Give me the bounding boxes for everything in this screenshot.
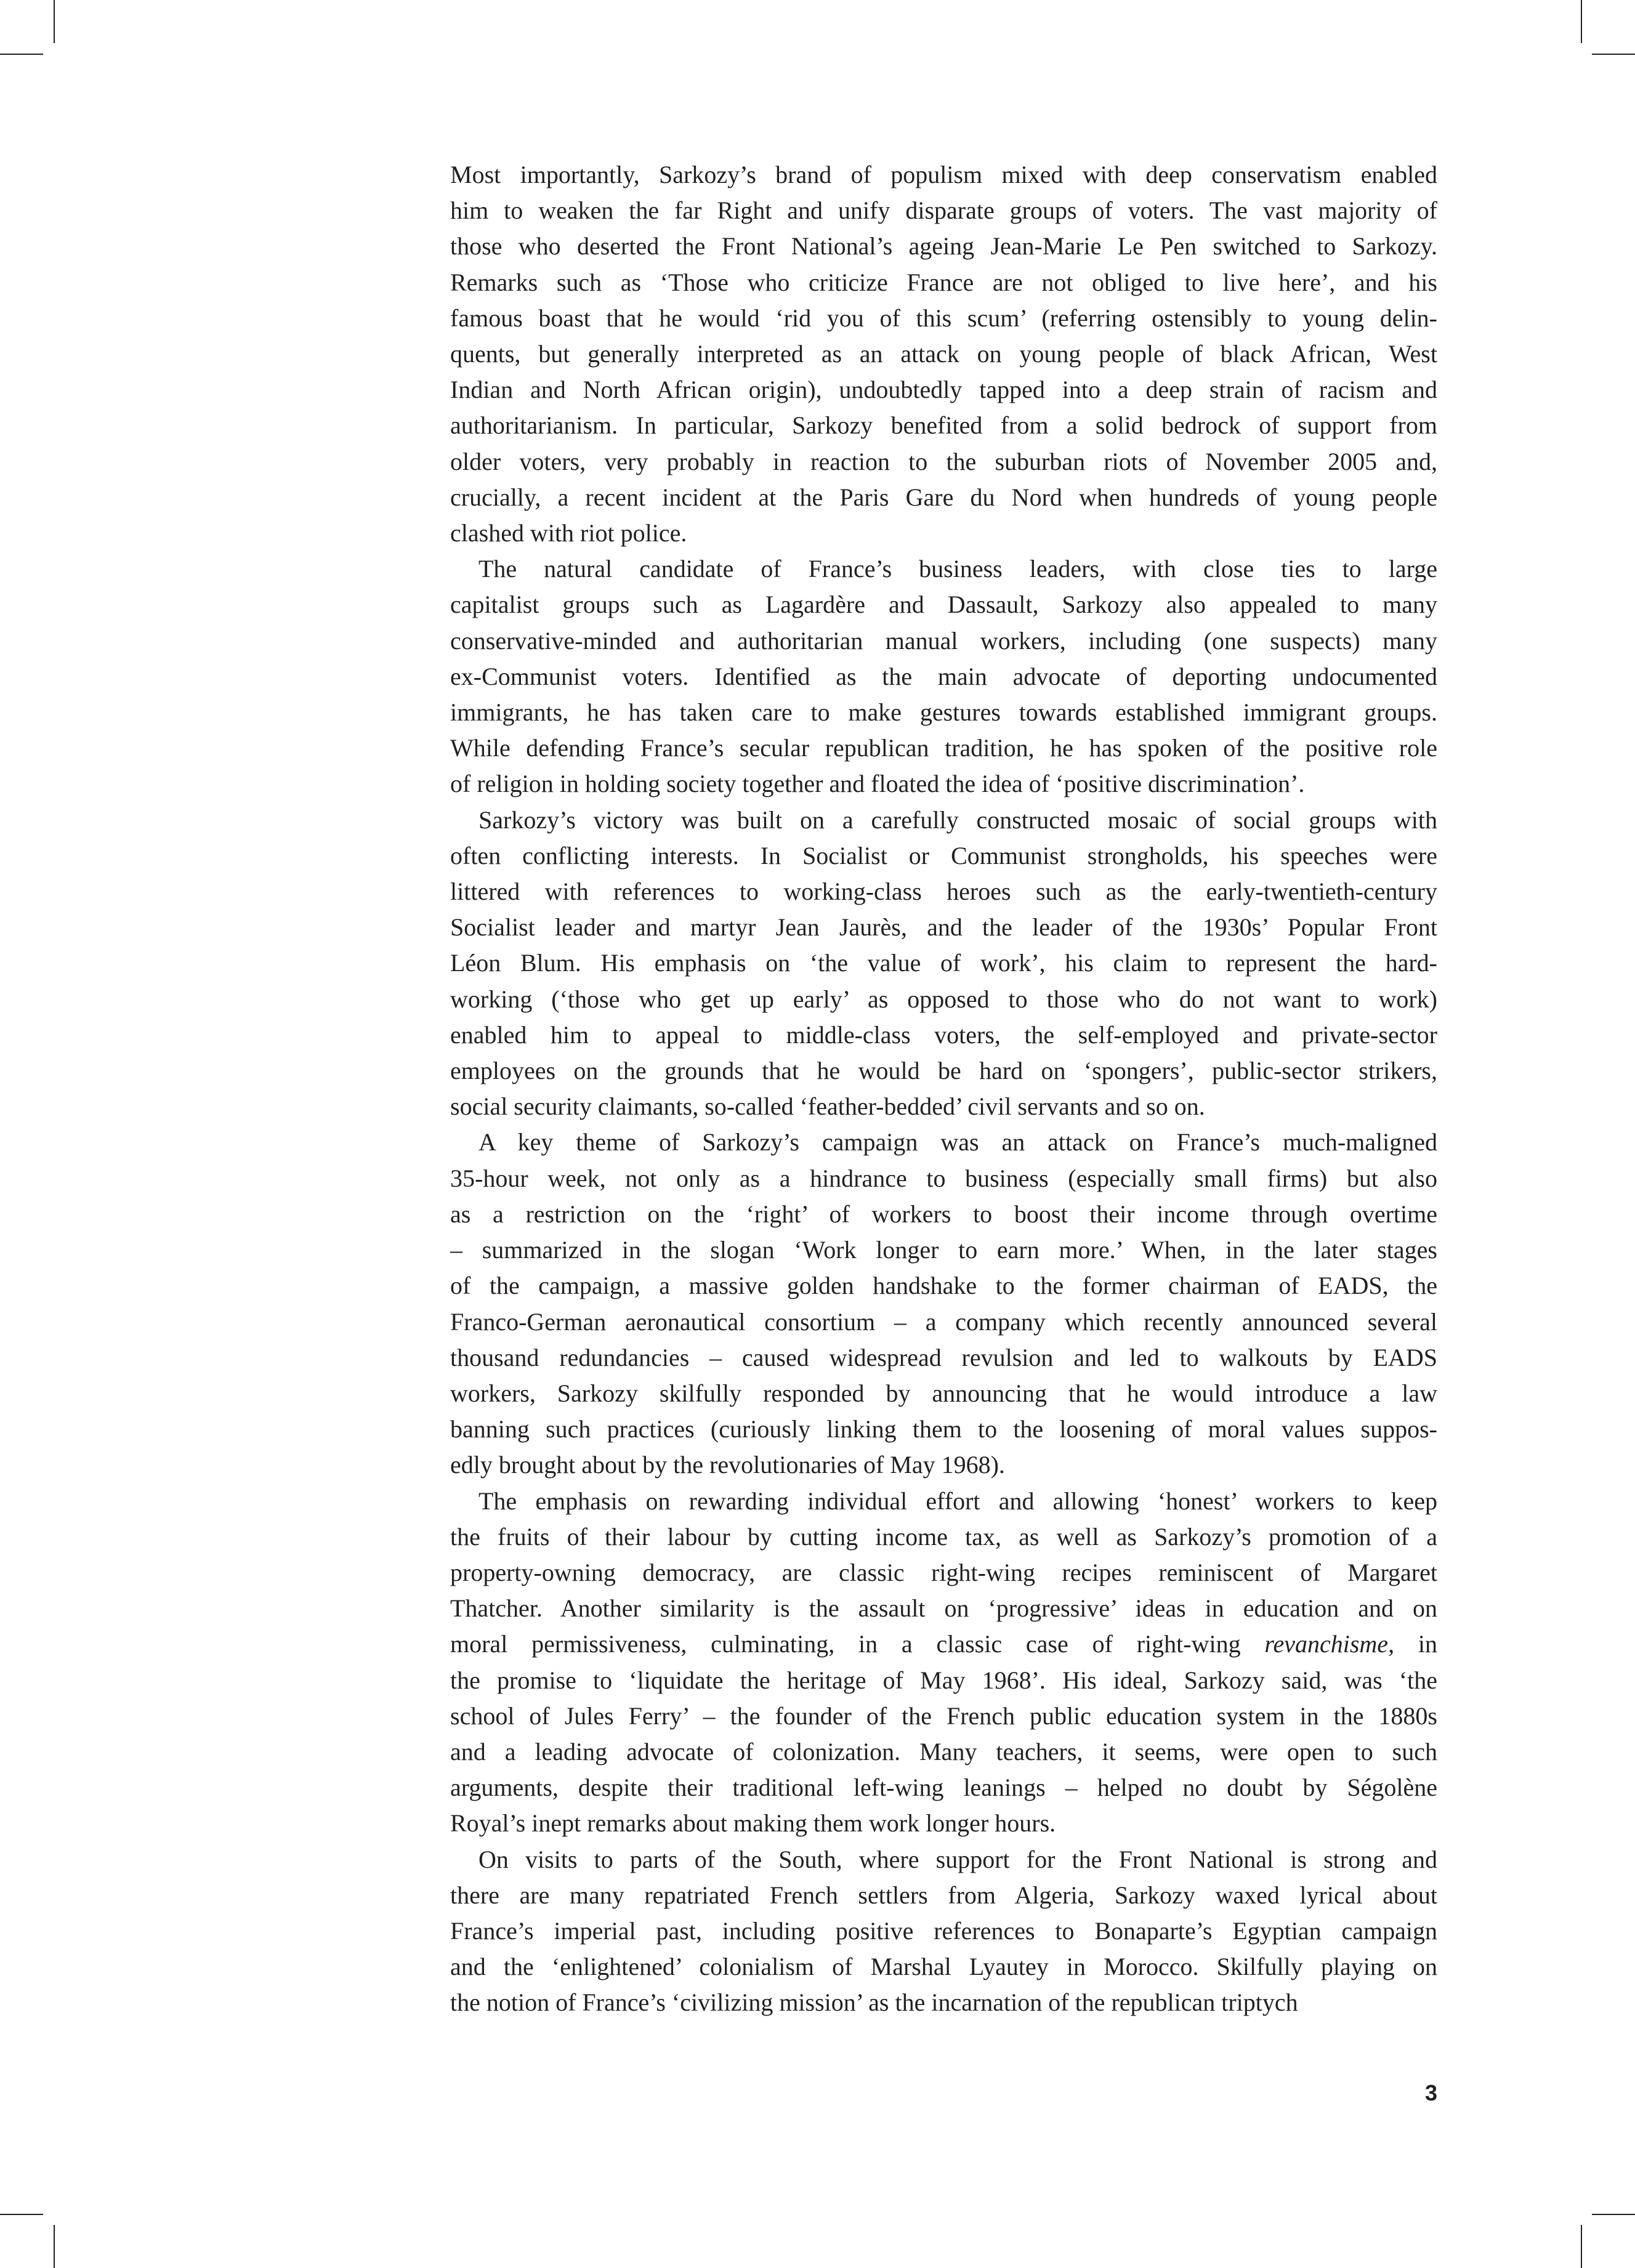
text-line: Royal’s inept remarks about making them work longer hours.: [450, 1809, 1056, 1838]
text-line: France’s imperial past, including positive references to Bonaparte’s Egyptian campaign: [450, 1916, 1437, 1945]
text-line: A key theme of Sarkozy’s campaign was an attack on France’s much-maligned: [478, 1128, 1437, 1156]
text-line: workers, Sarkozy skilfully responded by announcing that he would introduce a law: [450, 1379, 1437, 1407]
text-line: crucially, a recent incident at the Paris Gare du Nord when hundreds of young people: [450, 483, 1437, 511]
text-line: edly brought about by the revolutionaries of May 1968).: [450, 1451, 1005, 1479]
text-line: property-owning democracy, are classic right-wing recipes reminiscent of Margaret: [450, 1558, 1437, 1586]
text-line: Most importantly, Sarkozy’s brand of populism mixed with deep conservatism enabled: [450, 161, 1437, 188]
crop-mark-bottom-left-vertical: [54, 2225, 55, 2268]
text-line: Sarkozy’s victory was built on a carefully constructed mosaic of social groups with: [478, 805, 1437, 834]
text-line: The natural candidate of France’s business leaders, with close ties to large: [478, 555, 1437, 583]
text-line: The emphasis on rewarding individual effort and allowing ‘honest’ workers to keep: [478, 1487, 1437, 1515]
crop-mark-top-right-horizontal: [1592, 54, 1635, 55]
text-line: Remarks such as ‘Those who criticize France are not obliged to live here’, and his: [450, 268, 1437, 296]
text-line: working (‘those who get up early’ as opposed to those who do not want to work): [450, 985, 1437, 1013]
text-line: Socialist leader and martyr Jean Jaurès, and the leader of the 1930s’ Popular Front: [450, 913, 1437, 942]
text-line: there are many repatriated French settlers from Algeria, Sarkozy waxed lyrical about: [450, 1881, 1437, 1909]
text-line: – summarized in the slogan ‘Work longer to earn more.’ When, in the later stages: [450, 1236, 1437, 1264]
page-number: 3: [1424, 2080, 1437, 2105]
text-line: arguments, despite their traditional left-wing leanings – helped no doubt by Ségolène: [450, 1774, 1437, 1802]
text-line: older voters, very probably in reaction to the suburban riots of November 2005 and,: [450, 447, 1437, 475]
text-line: Franco-German aeronautical consortium – a company which recently announced several: [450, 1307, 1437, 1336]
text-line: him to weaken the far Right and unify disparate groups of voters. The vast majority of: [450, 196, 1437, 225]
paragraph: [450, 157, 1437, 551]
crop-mark-bottom-right-vertical: [1581, 2225, 1582, 2268]
text-line: the notion of France’s ‘civilizing mission’ as the incarnation of the republican triptych: [450, 1988, 1298, 2017]
text-line: famous boast that he would ‘rid you of this scum’ (referring ostensibly to young delin-: [450, 304, 1437, 332]
text-line: as a restriction on the ‘right’ of workers to boost their income through overtime: [450, 1200, 1437, 1228]
text-line: Indian and North African origin), undoubtedly tapped into a deep strain of racism and: [450, 376, 1437, 404]
text-line: banning such practices (curiously linking them to the loosening of moral values suppos-: [450, 1415, 1437, 1443]
text-line: capitalist groups such as Lagardère and Dassault, Sarkozy also appealed to many: [450, 591, 1437, 619]
text-line: clashed with riot police.: [450, 519, 687, 547]
text-line: the promise to ‘liquidate the heritage of May 1968’. His ideal, Sarkozy said, was ‘the: [450, 1666, 1437, 1694]
text-line: 35-hour week, not only as a hindrance to business (especially small firms) but also: [450, 1164, 1437, 1192]
text-line: While defending France’s secular republican tradition, he has spoken of the positive role: [450, 734, 1437, 762]
paragraph: [450, 1842, 1437, 2021]
crop-mark-top-left-horizontal: [0, 54, 43, 55]
text-line: littered with references to working-class heroes such as the early-twentieth-century: [450, 878, 1437, 906]
text-line: social security claimants, so-called ‘feather-bedded’ civil servants and so on.: [450, 1092, 1205, 1121]
text-line: those who deserted the Front National’s ageing Jean-Marie Le Pen switched to Sarkozy.: [450, 232, 1437, 260]
text-line: and the ‘enlightened’ colonialism of Marshal Lyautey in Morocco. Skilfully playing on: [450, 1953, 1437, 1981]
text-line: the fruits of their labour by cutting income tax, as well as Sarkozy’s promotion of a: [450, 1522, 1437, 1551]
crop-mark-bottom-right-horizontal: [1592, 2214, 1635, 2215]
text-line: authoritarianism. In particular, Sarkozy benefited from a solid bedrock of support from: [450, 411, 1437, 440]
text-line: conservative-minded and authoritarian manual workers, including (one suspects) many: [450, 626, 1437, 655]
text-line: of the campaign, a massive golden handshake to the former chairman of EADS, the: [450, 1272, 1437, 1300]
paragraph: [450, 1483, 1437, 1842]
text-line: enabled him to appeal to middle-class voters, the self-employed and private-sector: [450, 1020, 1437, 1049]
text-line: ex-Communist voters. Identified as the main advocate of deporting undocumented: [450, 662, 1437, 690]
text-line: On visits to parts of the South, where support for the Front National is strong and: [478, 1845, 1437, 1873]
text-line: thousand redundancies – caused widespread revulsion and led to walkouts by EADS: [450, 1343, 1437, 1371]
text-line: Thatcher. Another similarity is the assault on ‘progressive’ ideas in education and on: [450, 1594, 1437, 1623]
text-line: Léon Blum. His emphasis on ‘the value of work’, his claim to represent the hard-: [450, 949, 1437, 977]
text-line: quents, but generally interpreted as an attack on young people of black African, West: [450, 340, 1437, 368]
crop-mark-top-right-vertical: [1581, 0, 1582, 43]
text-line: immigrants, he has taken care to make gestures towards established immigrant groups.: [450, 698, 1437, 727]
crop-mark-bottom-left-horizontal: [0, 2214, 43, 2215]
text-line: employees on the grounds that he would be hard on ‘spongers’, public-sector strikers,: [450, 1057, 1437, 1085]
text-line: often conflicting interests. In Socialist or Communist strongholds, his speeches were: [450, 841, 1437, 870]
text-line: school of Jules Ferry’ – the founder of the French public education system in the 1880s: [450, 1701, 1437, 1730]
italic-term: revanchisme: [1264, 1630, 1389, 1658]
paragraph: [450, 551, 1437, 802]
paragraph: [450, 802, 1437, 1125]
text-line: of religion in holding society together and floated the idea of ‘positive discrimination’.: [450, 770, 1305, 798]
body-text: [450, 157, 1437, 2021]
text-line: moral permissiveness, culminating, in a classic case of right-wing revanchisme, in: [450, 1630, 1437, 1658]
crop-mark-top-left-vertical: [54, 0, 55, 43]
paragraph: [450, 1124, 1437, 1483]
text-line: and a leading advocate of colonization. Many teachers, it seems, were open to such: [450, 1737, 1437, 1766]
